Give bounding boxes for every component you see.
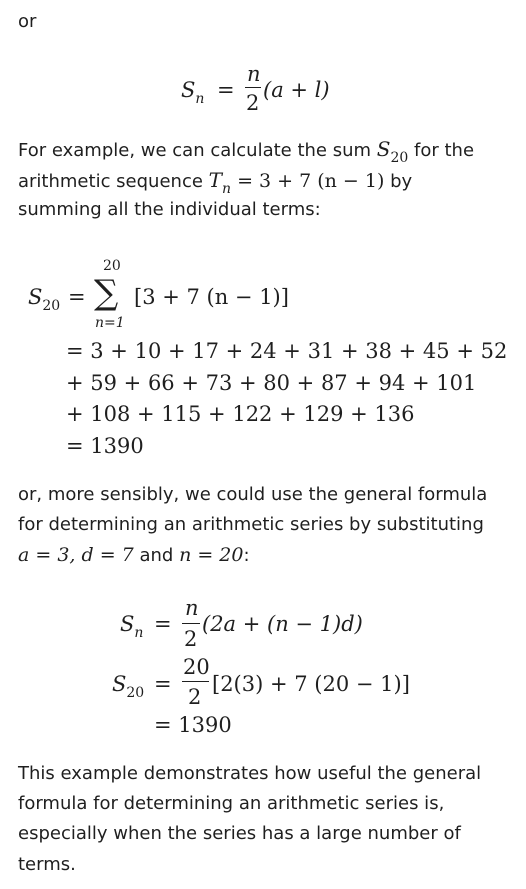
sum-summand: [3 + 7 (n − 1)] [134,285,289,309]
para1-line1: For example, we can calculate the sum $S_{20}$ for the [18,137,475,166]
para3-line4: terms. [18,854,76,875]
para1-line3: summing all the individual terms: [18,199,321,220]
formula2-row1-fraction-bar [182,623,200,624]
formula1-equals: = [217,78,235,102]
formula1-fraction-bar [245,87,261,88]
formula2-row1-lhs: $S_n$ [120,612,144,641]
sum-line-3: + 108 + 115 + 122 + 129 + 136 [66,402,415,426]
sigma-upper: 20 [103,258,121,274]
sigma-lower: n=1 [95,315,125,331]
formula2-row2-denominator: 2 [188,685,202,709]
sum-lhs: $S_{20}$ [28,285,61,314]
formula2-row2-rest: [2(3) + 7 (20 − 1)] [212,672,410,696]
formula2-row2-lhs: $S_{20}$ [112,672,145,701]
formula2-row1-equals: = [154,612,172,636]
formula2-row2-numerator: 20 [183,655,210,679]
para1-line2: arithmetic sequence $T_n = 3 + 7$ (n − 1) by [18,168,413,197]
para2-line3: a = 3, d = 7 and n = 20: [18,544,250,566]
formula1-lhs: $S_n$ [181,78,205,107]
formula2-row2-fraction-bar [182,681,209,682]
para3-line2: formula for determining an arithmetic series is, [18,793,445,814]
formula1-rest: (a + l) [263,78,330,102]
sum-equals: = [68,285,86,309]
formula2-row1-numerator: n [185,596,199,620]
formula2-row1-rest: (2a + (n − 1)d) [202,612,363,636]
formula2-row2-equals: = [154,672,172,696]
formula1-numerator: n [247,62,261,86]
formula2-row3: = 1390 [154,713,232,737]
intro-text: or [18,11,37,32]
para3-line1: This example demonstrates how useful the general [18,763,482,784]
sum-line-1: = 3 + 10 + 17 + 24 + 31 + 38 + 45 + 52 [66,339,508,363]
formula2-row1-denominator: 2 [184,627,198,651]
para2-line2: for determining an arithmetic series by substituting [18,514,484,535]
formula1-denominator: 2 [246,91,260,115]
para2-line1: or, more sensibly, we could use the general formula [18,484,488,505]
sum-line-4: = 1390 [66,434,144,458]
para3-line3: especially when the series has a large number of [18,823,461,844]
sum-line-2: + 59 + 66 + 73 + 80 + 87 + 94 + 101 [66,371,477,395]
sigma-icon: ∑ [94,273,119,313]
